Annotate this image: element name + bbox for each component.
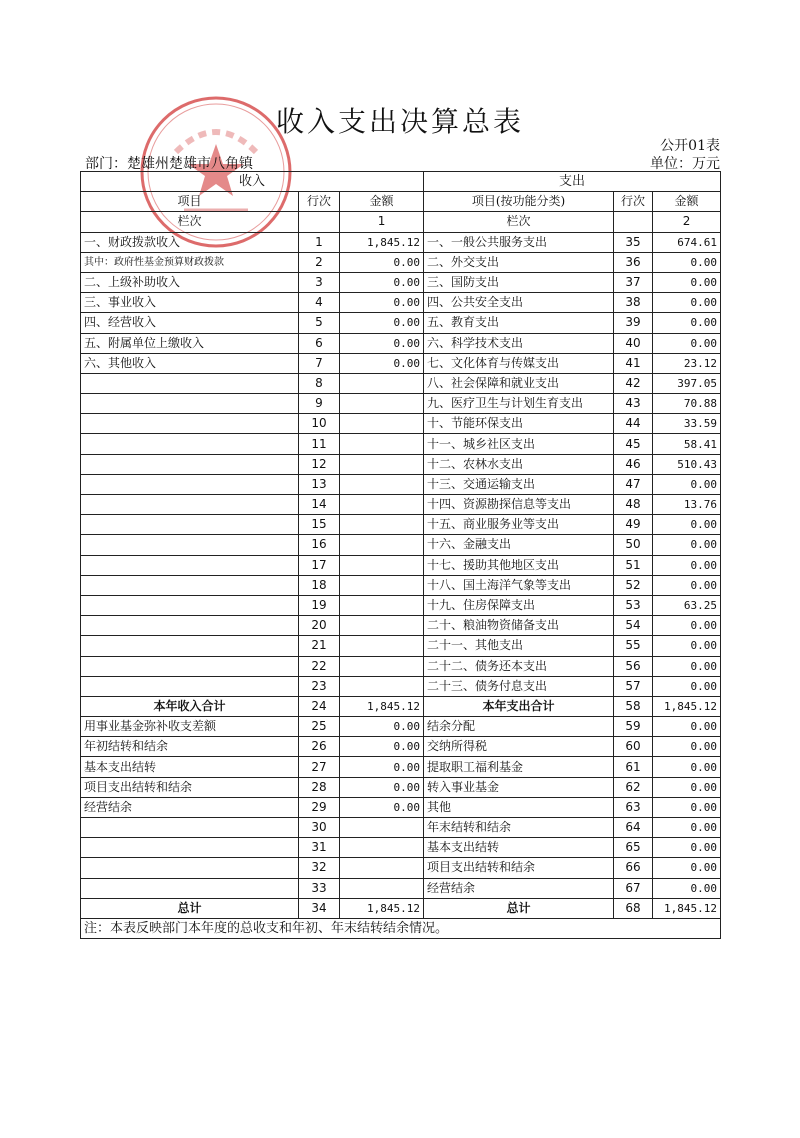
expense-item-cell: 七、文化体育与传媒支出 <box>424 353 614 373</box>
income-amount-header: 金额 <box>340 192 424 212</box>
expense-item-cell: 六、科学技术支出 <box>424 333 614 353</box>
income-item-cell <box>81 535 299 555</box>
expense-col-label: 栏次 <box>424 212 614 232</box>
income-item-cell: 五、附属单位上缴收入 <box>81 333 299 353</box>
expense-item-cell: 交纳所得税 <box>424 737 614 757</box>
expense-amount-cell: 70.88 <box>653 394 721 414</box>
table-row <box>81 797 721 817</box>
table-row <box>81 252 721 272</box>
income-item-header: 项目 <box>81 192 299 212</box>
income-row-number-cell: 15 <box>299 515 340 535</box>
income-row-number-cell: 9 <box>299 394 340 414</box>
expense-row-number-cell: 61 <box>614 757 653 777</box>
income-item-cell <box>81 858 299 878</box>
expense-item-cell: 十二、农林水支出 <box>424 454 614 474</box>
expense-item-cell: 十五、商业服务业等支出 <box>424 515 614 535</box>
expense-item-cell: 转入事业基金 <box>424 777 614 797</box>
expense-row-number-cell: 41 <box>614 353 653 373</box>
income-item-cell <box>81 474 299 494</box>
expense-row-number-cell: 51 <box>614 555 653 575</box>
income-amount-cell <box>340 656 424 676</box>
income-item-cell <box>81 515 299 535</box>
income-amount-cell <box>340 373 424 393</box>
income-row-number-cell: 12 <box>299 454 340 474</box>
income-expense-table <box>80 171 721 939</box>
income-row-number-cell: 29 <box>299 797 340 817</box>
expense-row-number-cell: 47 <box>614 474 653 494</box>
income-item-cell: 四、经营收入 <box>81 313 299 333</box>
expense-item-cell: 总计 <box>424 898 614 918</box>
expense-amount-cell: 1,845.12 <box>653 696 721 716</box>
table-row <box>81 434 721 454</box>
table-row <box>81 515 721 535</box>
expense-row-number-cell: 42 <box>614 373 653 393</box>
income-amount-cell: 1,845.12 <box>340 696 424 716</box>
income-row-number-cell: 31 <box>299 838 340 858</box>
table-row <box>81 818 721 838</box>
income-item-cell: 项目支出结转和结余 <box>81 777 299 797</box>
table-row <box>81 555 721 575</box>
expense-item-cell: 二十一、其他支出 <box>424 636 614 656</box>
income-item-cell <box>81 818 299 838</box>
income-amount-cell: 1,845.12 <box>340 232 424 252</box>
income-row-number-cell: 17 <box>299 555 340 575</box>
income-row-number-cell: 10 <box>299 414 340 434</box>
table-row <box>81 353 721 373</box>
expense-amount-cell: 0.00 <box>653 878 721 898</box>
income-item-cell <box>81 394 299 414</box>
expense-amount-cell: 0.00 <box>653 272 721 292</box>
income-row-number-cell: 34 <box>299 898 340 918</box>
expense-row-number-cell: 36 <box>614 252 653 272</box>
expense-item-cell: 十四、资源勘探信息等支出 <box>424 495 614 515</box>
form-code: 公开01表 <box>660 138 720 154</box>
income-row-number-cell: 19 <box>299 595 340 615</box>
income-item-cell <box>81 595 299 615</box>
table-group-header-row <box>81 172 721 192</box>
table-row <box>81 777 721 797</box>
income-row-number-cell: 32 <box>299 858 340 878</box>
expense-row-number-cell: 40 <box>614 333 653 353</box>
expense-item-cell: 十、节能环保支出 <box>424 414 614 434</box>
income-item-cell: 三、事业收入 <box>81 293 299 313</box>
expense-amount-cell: 0.00 <box>653 535 721 555</box>
expense-amount-cell: 0.00 <box>653 858 721 878</box>
expense-amount-cell: 0.00 <box>653 252 721 272</box>
expense-item-cell: 年末结转和结余 <box>424 818 614 838</box>
income-amount-cell: 0.00 <box>340 313 424 333</box>
table-row <box>81 737 721 757</box>
expense-item-cell: 八、社会保障和就业支出 <box>424 373 614 393</box>
table-row <box>81 575 721 595</box>
table-total-row <box>81 898 721 918</box>
department-label: 部门：楚雄州楚雄市八角镇 <box>85 156 253 172</box>
income-row-number-cell: 13 <box>299 474 340 494</box>
expense-amount-cell: 0.00 <box>653 333 721 353</box>
expense-row-number-cell: 57 <box>614 676 653 696</box>
unit-label: 单位：万元 <box>650 156 720 172</box>
expense-row-number-cell: 45 <box>614 434 653 454</box>
income-item-cell: 总计 <box>81 898 299 918</box>
income-amount-cell <box>340 555 424 575</box>
expense-amount-cell: 63.25 <box>653 595 721 615</box>
expense-row-header: 行次 <box>614 192 653 212</box>
income-item-cell <box>81 454 299 474</box>
expense-col-blank <box>614 212 653 232</box>
income-row-number-cell: 5 <box>299 313 340 333</box>
income-amount-cell <box>340 474 424 494</box>
income-item-cell: 年初结转和结余 <box>81 737 299 757</box>
income-item-cell: 二、上级补助收入 <box>81 272 299 292</box>
table-note: 注：本表反映部门本年度的总收支和年初、年末结转结余情况。 <box>81 918 721 938</box>
income-amount-cell <box>340 535 424 555</box>
expense-row-number-cell: 66 <box>614 858 653 878</box>
expense-amount-cell: 0.00 <box>653 757 721 777</box>
expense-row-number-cell: 65 <box>614 838 653 858</box>
income-item-cell <box>81 434 299 454</box>
income-row-number-cell: 33 <box>299 878 340 898</box>
expense-row-number-cell: 46 <box>614 454 653 474</box>
expense-row-number-cell: 38 <box>614 293 653 313</box>
income-col-blank <box>299 212 340 232</box>
expense-item-cell: 二十、粮油物资储备支出 <box>424 616 614 636</box>
income-amount-cell <box>340 394 424 414</box>
income-row-number-cell: 26 <box>299 737 340 757</box>
expense-row-number-cell: 53 <box>614 595 653 615</box>
expense-amount-cell: 0.00 <box>653 636 721 656</box>
income-amount-cell <box>340 838 424 858</box>
expense-amount-cell: 0.00 <box>653 575 721 595</box>
income-amount-cell: 0.00 <box>340 333 424 353</box>
expense-amount-cell: 0.00 <box>653 838 721 858</box>
expense-item-cell: 基本支出结转 <box>424 838 614 858</box>
income-amount-cell: 0.00 <box>340 757 424 777</box>
table-row <box>81 636 721 656</box>
expense-row-number-cell: 59 <box>614 717 653 737</box>
expense-row-number-cell: 48 <box>614 495 653 515</box>
expense-amount-cell: 33.59 <box>653 414 721 434</box>
expense-item-cell: 九、医疗卫生与计划生育支出 <box>424 394 614 414</box>
income-amount-cell <box>340 818 424 838</box>
income-row-number-cell: 16 <box>299 535 340 555</box>
expense-item-cell: 提取职工福利基金 <box>424 757 614 777</box>
expense-col-num: 2 <box>653 212 721 232</box>
expense-group-header: 支出 <box>424 172 721 192</box>
expense-amount-cell: 0.00 <box>653 474 721 494</box>
expense-amount-cell: 0.00 <box>653 313 721 333</box>
expense-amount-cell: 0.00 <box>653 616 721 636</box>
expense-row-number-cell: 63 <box>614 797 653 817</box>
income-item-cell <box>81 414 299 434</box>
income-row-number-cell: 8 <box>299 373 340 393</box>
table-row <box>81 878 721 898</box>
income-group-header: 收入 <box>81 172 424 192</box>
table-row <box>81 313 721 333</box>
expense-item-cell: 二十三、债务付息支出 <box>424 676 614 696</box>
income-row-number-cell: 27 <box>299 757 340 777</box>
income-item-cell <box>81 838 299 858</box>
income-row-number-cell: 22 <box>299 656 340 676</box>
income-amount-cell <box>340 434 424 454</box>
expense-item-cell: 本年支出合计 <box>424 696 614 716</box>
expense-amount-cell: 0.00 <box>653 737 721 757</box>
income-row-number-cell: 14 <box>299 495 340 515</box>
table-row <box>81 454 721 474</box>
income-item-cell <box>81 676 299 696</box>
income-amount-cell <box>340 575 424 595</box>
income-item-cell: 六、其他收入 <box>81 353 299 373</box>
income-item-cell: 其中：政府性基金预算财政拨款 <box>81 252 299 272</box>
income-row-number-cell: 4 <box>299 293 340 313</box>
table-row <box>81 858 721 878</box>
expense-row-number-cell: 43 <box>614 394 653 414</box>
expense-row-number-cell: 37 <box>614 272 653 292</box>
expense-item-cell: 经营结余 <box>424 878 614 898</box>
expense-row-number-cell: 54 <box>614 616 653 636</box>
income-item-cell: 经营结余 <box>81 797 299 817</box>
expense-item-cell: 三、国防支出 <box>424 272 614 292</box>
expense-row-number-cell: 44 <box>614 414 653 434</box>
income-amount-cell <box>340 636 424 656</box>
page-title: 收入支出决算总表 <box>275 105 524 138</box>
expense-amount-header: 金额 <box>653 192 721 212</box>
table-row <box>81 232 721 252</box>
expense-item-cell: 结余分配 <box>424 717 614 737</box>
income-row-number-cell: 2 <box>299 252 340 272</box>
expense-item-cell: 二十二、债务还本支出 <box>424 656 614 676</box>
income-amount-cell: 0.00 <box>340 353 424 373</box>
income-item-cell <box>81 495 299 515</box>
expense-row-number-cell: 67 <box>614 878 653 898</box>
table-total-row <box>81 696 721 716</box>
expense-amount-cell: 0.00 <box>653 676 721 696</box>
income-amount-cell <box>340 495 424 515</box>
expense-row-number-cell: 49 <box>614 515 653 535</box>
expense-amount-cell: 1,845.12 <box>653 898 721 918</box>
income-amount-cell: 0.00 <box>340 737 424 757</box>
expense-row-number-cell: 64 <box>614 818 653 838</box>
income-item-cell <box>81 636 299 656</box>
table-column-header-row <box>81 192 721 212</box>
table-row <box>81 373 721 393</box>
income-row-number-cell: 23 <box>299 676 340 696</box>
expense-amount-cell: 0.00 <box>653 818 721 838</box>
income-row-number-cell: 18 <box>299 575 340 595</box>
income-item-cell <box>81 373 299 393</box>
table-row <box>81 535 721 555</box>
table-row <box>81 333 721 353</box>
income-row-number-cell: 11 <box>299 434 340 454</box>
expense-row-number-cell: 39 <box>614 313 653 333</box>
expense-item-cell: 十八、国土海洋气象等支出 <box>424 575 614 595</box>
expense-amount-cell: 674.61 <box>653 232 721 252</box>
expense-amount-cell: 0.00 <box>653 797 721 817</box>
table-row <box>81 272 721 292</box>
expense-item-cell: 十三、交通运输支出 <box>424 474 614 494</box>
income-amount-cell <box>340 676 424 696</box>
expense-amount-cell: 397.05 <box>653 373 721 393</box>
expense-row-number-cell: 60 <box>614 737 653 757</box>
income-row-number-cell: 7 <box>299 353 340 373</box>
income-amount-cell <box>340 616 424 636</box>
expense-amount-cell: 0.00 <box>653 717 721 737</box>
income-amount-cell <box>340 858 424 878</box>
expense-item-header: 项目(按功能分类) <box>424 192 614 212</box>
expense-amount-cell: 0.00 <box>653 515 721 535</box>
income-item-cell <box>81 656 299 676</box>
income-amount-cell <box>340 515 424 535</box>
expense-row-number-cell: 68 <box>614 898 653 918</box>
table-row <box>81 676 721 696</box>
expense-row-number-cell: 56 <box>614 656 653 676</box>
expense-amount-cell: 23.12 <box>653 353 721 373</box>
income-item-cell: 本年收入合计 <box>81 696 299 716</box>
income-item-cell: 用事业基金弥补收支差额 <box>81 717 299 737</box>
expense-item-cell: 二、外交支出 <box>424 252 614 272</box>
table-row <box>81 495 721 515</box>
income-amount-cell <box>340 595 424 615</box>
expense-row-number-cell: 52 <box>614 575 653 595</box>
income-amount-cell: 0.00 <box>340 717 424 737</box>
income-amount-cell: 0.00 <box>340 797 424 817</box>
income-row-number-cell: 21 <box>299 636 340 656</box>
income-row-number-cell: 24 <box>299 696 340 716</box>
income-amount-cell: 0.00 <box>340 777 424 797</box>
expense-amount-cell: 0.00 <box>653 777 721 797</box>
expense-amount-cell: 0.00 <box>653 293 721 313</box>
expense-item-cell: 十一、城乡社区支出 <box>424 434 614 454</box>
income-item-cell <box>81 616 299 636</box>
expense-item-cell: 其他 <box>424 797 614 817</box>
income-row-number-cell: 25 <box>299 717 340 737</box>
table-row <box>81 474 721 494</box>
expense-item-cell: 一、一般公共服务支出 <box>424 232 614 252</box>
expense-item-cell: 十七、援助其他地区支出 <box>424 555 614 575</box>
table-row <box>81 414 721 434</box>
expense-row-number-cell: 55 <box>614 636 653 656</box>
table-row <box>81 656 721 676</box>
expense-row-number-cell: 62 <box>614 777 653 797</box>
income-amount-cell <box>340 414 424 434</box>
table-note-row <box>81 918 721 938</box>
expense-item-cell: 项目支出结转和结余 <box>424 858 614 878</box>
income-amount-cell: 0.00 <box>340 272 424 292</box>
expense-row-number-cell: 50 <box>614 535 653 555</box>
income-row-number-cell: 30 <box>299 818 340 838</box>
expense-item-cell: 十六、金融支出 <box>424 535 614 555</box>
income-item-cell: 一、财政拨款收入 <box>81 232 299 252</box>
income-row-number-cell: 28 <box>299 777 340 797</box>
income-amount-cell: 0.00 <box>340 252 424 272</box>
table-row <box>81 757 721 777</box>
income-row-number-cell: 3 <box>299 272 340 292</box>
income-item-cell <box>81 575 299 595</box>
expense-item-cell: 四、公共安全支出 <box>424 293 614 313</box>
table-row <box>81 595 721 615</box>
expense-amount-cell: 0.00 <box>653 555 721 575</box>
income-col-num: 1 <box>340 212 424 232</box>
income-row-number-cell: 1 <box>299 232 340 252</box>
income-item-cell <box>81 555 299 575</box>
income-item-cell <box>81 878 299 898</box>
table-row <box>81 838 721 858</box>
table-row <box>81 616 721 636</box>
table-row <box>81 717 721 737</box>
expense-amount-cell: 510.43 <box>653 454 721 474</box>
table-row <box>81 394 721 414</box>
income-row-header: 行次 <box>299 192 340 212</box>
income-row-number-cell: 6 <box>299 333 340 353</box>
expense-amount-cell: 13.76 <box>653 495 721 515</box>
income-row-number-cell: 20 <box>299 616 340 636</box>
table-column-index-row <box>81 212 721 232</box>
table-row <box>81 293 721 313</box>
expense-amount-cell: 58.41 <box>653 434 721 454</box>
income-amount-cell: 0.00 <box>340 293 424 313</box>
income-amount-cell: 1,845.12 <box>340 898 424 918</box>
income-amount-cell <box>340 878 424 898</box>
expense-row-number-cell: 58 <box>614 696 653 716</box>
expense-amount-cell: 0.00 <box>653 656 721 676</box>
income-item-cell: 基本支出结转 <box>81 757 299 777</box>
expense-item-cell: 十九、住房保障支出 <box>424 595 614 615</box>
income-col-label: 栏次 <box>81 212 299 232</box>
income-amount-cell <box>340 454 424 474</box>
expense-item-cell: 五、教育支出 <box>424 313 614 333</box>
expense-row-number-cell: 35 <box>614 232 653 252</box>
